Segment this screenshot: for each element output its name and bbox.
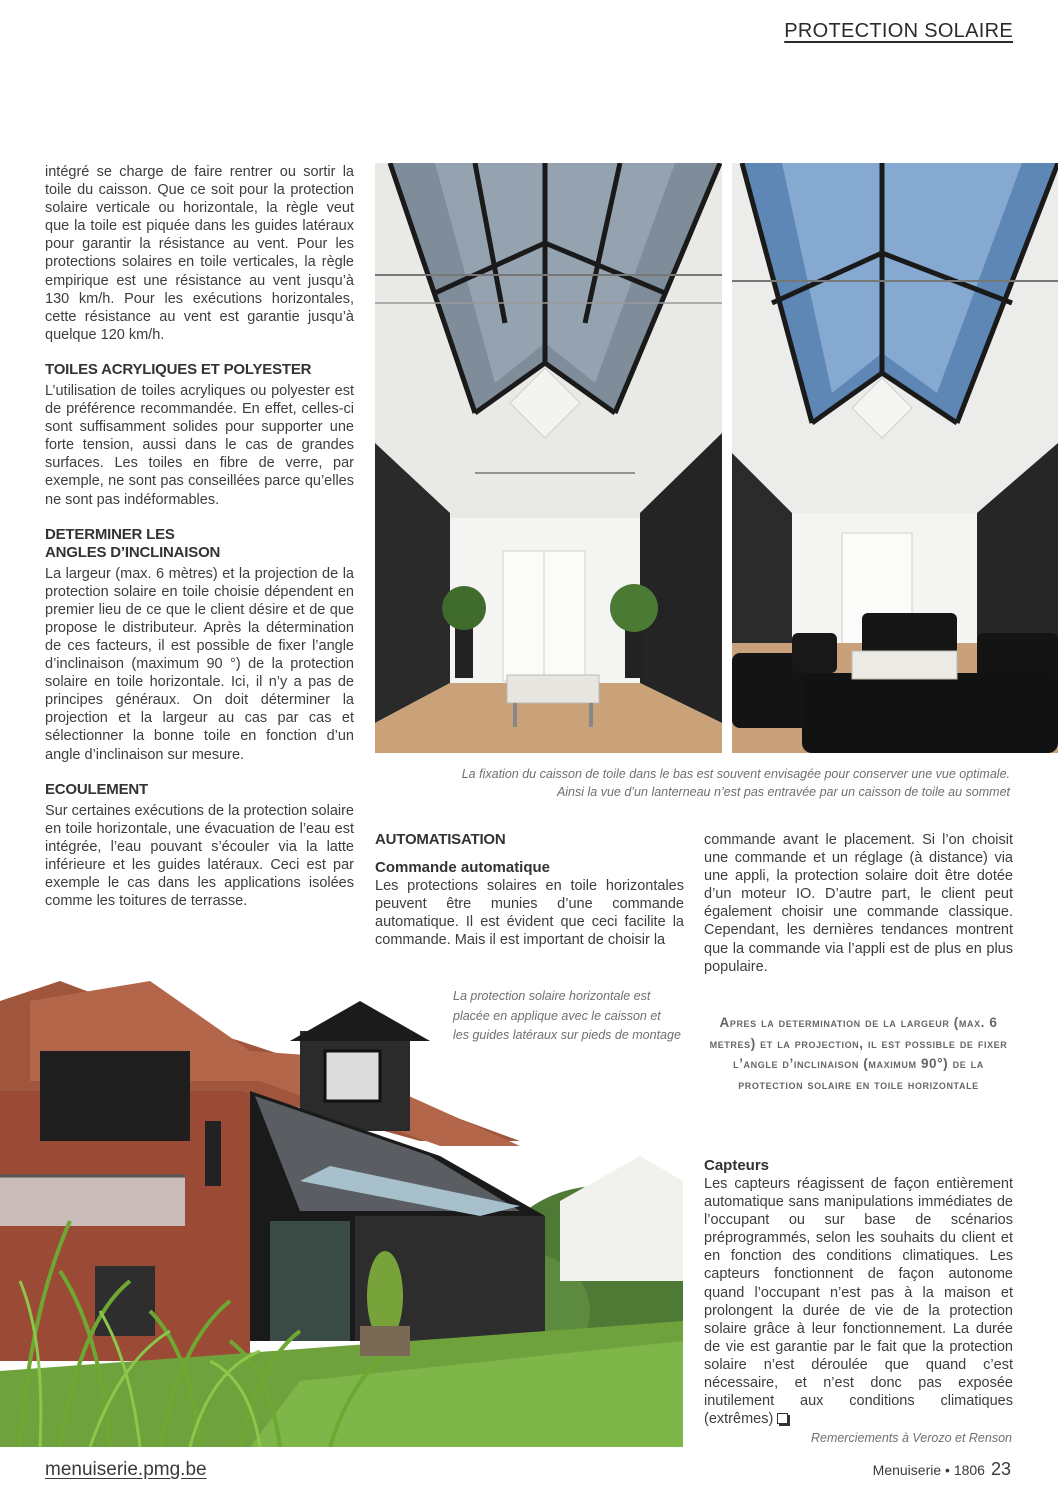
subheading-commande: Commande automatique: [375, 859, 551, 876]
heading-angles-line2: ANGLES D’INCLINAISON: [45, 543, 221, 561]
column-middle: [375, 831, 684, 949]
heading-angles: [45, 526, 354, 562]
photo-skylight-interior-1: [375, 163, 722, 753]
page-number: 23: [990, 1459, 1011, 1479]
house-caption-line-3: les guides latéraux sur pieds de montage: [453, 1028, 681, 1042]
paragraph-capteurs-text: Les capteurs réagissent de façon entièrement automatique sans manipulations immédiates de l’occupant ou sur base de scénarios préprogrammés, selon les souhaits du client et en fonction des conditions climatiques. Les capteurs fonctionnent de façon autonome quand l’occupant n’est pas à la maison et prolongent la durée de vie de la protection solaire grâce à leur fonctionnement. La durée de vie est garantie par le fait que la protection solaire n’est déroulée que quand c’est nécessaire, et n’est donc pas exposée inutilement aux conditions climatiques (extrêmes): [704, 1176, 1013, 1428]
column-right: [704, 831, 1013, 976]
house-caption-line-1: La protection solaire horizontale est: [453, 989, 651, 1003]
paragraph-commande-suite: commande avant le placement. Si l’on choisit une commande et un réglage (à distance) via une appli, la protection solaire doit être dotée d’un moteur IO. D’autre part, le client peut également choisir une commande classique. Cependant, les dernières tendances montrent que la commande via l’appli est de plus en plus populaire.: [704, 832, 1013, 975]
footer-magazine: [873, 1459, 1011, 1480]
paragraph-intro: intégré se charge de faire rentrer ou sortir la toile du caisson. Que ce soit pour la protection solaire verticale ou horizontale, la règle veut que la toile est piquée dans les guides latéraux pour garantir la résistance au vent. Pour les protections solaires en toile verticales, la règle empirique est une résistance au vent jusqu’à 130 km/h. Pour les exécutions horizontales, cette résistance au vent est garantie jusqu’à quelque 120 km/h.: [45, 164, 354, 343]
paragraph-angles: La largeur (max. 6 mètres) et la projection de la protection solaire en toile choisie dépendent en premier lieu de ce que le client désire et de que propose le distributeur. Après la détermination de ces facteurs, il est possible de fixer l’angle d’inclinaison (maximum 90 °) de la protection solaire en toile horizontale. Ici, il n’y a pas de principes généraux. On doit déterminer la projection et la largeur au cas par cas et sélectionner la bonne toile en fonction d’un angle d’inclinaison sur mesure.: [45, 565, 354, 763]
heading-automatisation: AUTOMATISATION: [375, 831, 506, 848]
photo-caption-interior: [370, 765, 1010, 801]
heading-toiles: TOILES ACRYLIQUES ET POLYESTER: [45, 360, 312, 378]
house-caption-line-2: placée en applique avec le caisson et: [453, 1008, 661, 1023]
photo-caption-house: [453, 987, 683, 1046]
section-capteurs: [704, 1157, 1013, 1428]
credits: Remerciements à Verozo et Renson: [810, 1431, 1012, 1445]
photo-skylight-interior-2: [732, 163, 1058, 753]
paragraph-capteurs: [704, 1175, 1013, 1428]
footer-website-link[interactable]: menuiserie.pmg.be: [45, 1459, 207, 1480]
paragraph-commande: Les protections solaires en toile horizontales peuvent être munies d’une commande automatique. Il est évident que ceci facilite la commande. Mais il est important de choisir la: [375, 878, 684, 949]
column-left: [45, 163, 354, 910]
paragraph-ecoulement: Sur certaines exécutions de la protection solaire en toile horizontale, une évacuation de l’eau est intégrée, l’eau pouvant s’écouler via la latte inférieure et les guides latéraux. Ceci est par exemple le cas dans les applications isolées comme les toitures de terrasse.: [45, 802, 354, 910]
caption-line-1: La fixation du caisson de toile dans le bas est souvent envisagée pour conserver une vue optimale.: [461, 767, 1010, 781]
end-mark-icon: [777, 1413, 788, 1424]
heading-angles-line1: DETERMINER LES: [45, 525, 175, 543]
section-title: PROTECTION SOLAIRE: [784, 20, 1013, 42]
heading-ecoulement: ECOULEMENT: [45, 780, 149, 798]
paragraph-toiles: L’utilisation de toiles acryliques ou polyester est de préférence recommandée. En effet, celles-ci sont suffisamment solides pour supporter une forte tension, aussi dans le cas de grandes surfaces. Les toiles en fibre de verre, par exemple, ne sont pas conseillées parce qu’elles ne sont pas indéformables.: [45, 382, 354, 508]
pull-quote: Apres la determination de la largeur (max. 6 metres) et la projection, il est possible de fixer l’angle d’inclinaison (maximum 90°) de la protection solaire en toile horizontale: [709, 1015, 1008, 1092]
subheading-capteurs: Capteurs: [704, 1157, 770, 1174]
photo-house-veranda: [0, 981, 683, 1447]
footer-magazine-issue: Menuiserie • 1806: [872, 1462, 985, 1478]
caption-line-2: Ainsi la vue d’un lanterneau n’est pas entravée par un caisson de toile au sommet: [556, 785, 1010, 799]
